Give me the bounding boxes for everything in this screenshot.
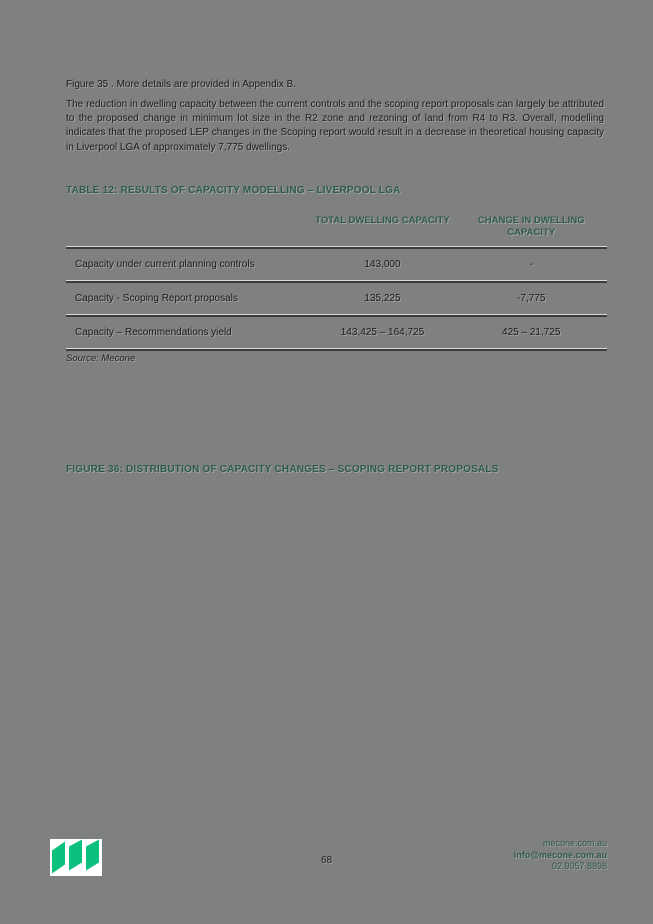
table-header-total-capacity: TOTAL DWELLING CAPACITY — [315, 215, 450, 226]
figure-caption: FIGURE 36: DISTRIBUTION OF CAPACITY CHANGES – SCOPING REPORT PROPOSALS — [66, 464, 499, 475]
table-header-change-capacity: CHANGE IN DWELLING CAPACITY — [477, 215, 585, 238]
table-row — [66, 283, 607, 314]
row-change-value: 425 – 21,725 — [502, 327, 561, 338]
row-change-value: -7,775 — [517, 293, 546, 304]
table-header-blank — [66, 215, 309, 246]
page-number: 68 — [320, 855, 333, 866]
capacity-table — [66, 208, 607, 351]
source-note: Source: Mecone — [66, 353, 136, 364]
row-change-value: - — [529, 259, 533, 270]
website-text: mecone.com.au — [542, 838, 607, 848]
table-caption: TABLE 12: RESULTS OF CAPACITY MODELLING – LIVERPOOL LGA — [66, 185, 401, 196]
table-row — [66, 249, 607, 280]
table-row — [66, 317, 607, 348]
body-paragraph: The reduction in dwelling capacity between the current controls and the scoping report proposals can largely be attributed to the proposed change in minimum lot size in the R2 zone and rezoning of land from R4 to R3. Overall, modelling indicates that the proposed LEP changes in the Scoping report would result in a decrease in theoretical housing capacity in Liverpool LGA of approximately 7,775 dwellings. — [66, 99, 604, 153]
row-total-value: 143,425 – 164,725 — [340, 327, 425, 338]
email-text: info@mecone.com.au — [513, 849, 607, 860]
row-label: Capacity under current planning controls — [75, 259, 255, 270]
phone-text: 02 9057 8898 — [551, 861, 607, 871]
table-header-row — [66, 208, 607, 246]
figure-reference-note: Figure 35 . More details are provided in Appendix B. — [66, 79, 297, 90]
footer-contact-block — [514, 838, 607, 873]
table-rule — [66, 348, 607, 351]
row-label: Capacity - Scoping Report proposals — [75, 293, 238, 304]
row-label: Capacity – Recommendations yield — [75, 327, 232, 338]
row-total-value: 143,000 — [364, 259, 401, 270]
row-total-value: 135,225 — [364, 293, 401, 304]
